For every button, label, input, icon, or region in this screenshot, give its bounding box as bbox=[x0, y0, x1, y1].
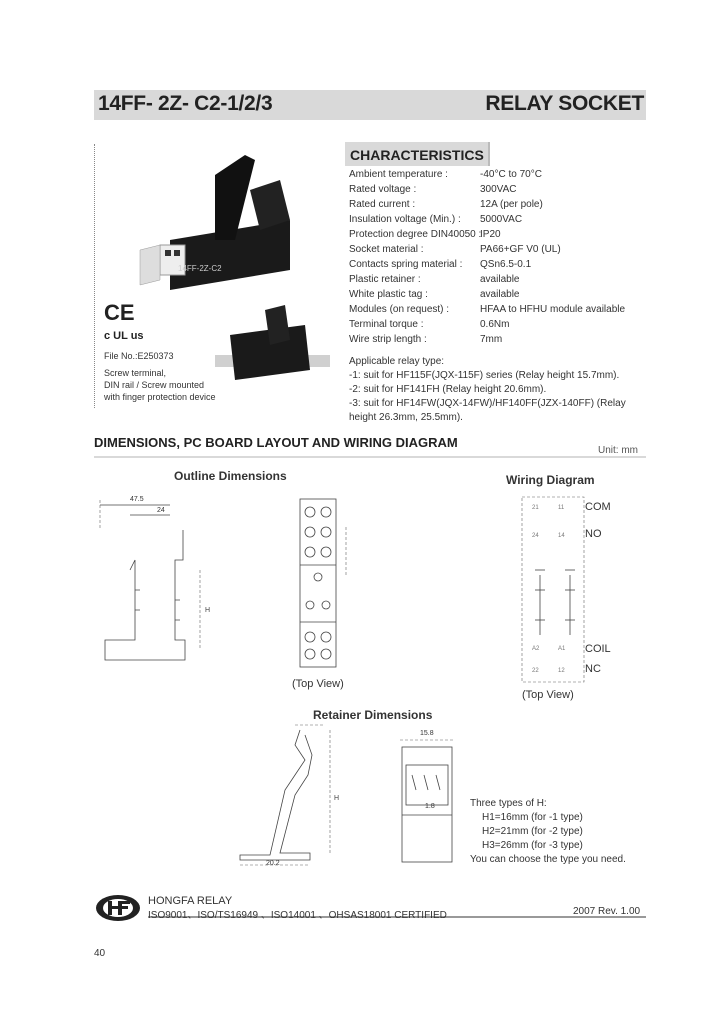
spec-label: Contacts spring material : bbox=[349, 259, 463, 270]
spec-label: Rated current : bbox=[349, 199, 416, 210]
terminal-no: NO bbox=[585, 528, 602, 540]
svg-text:12: 12 bbox=[558, 668, 565, 674]
spec-value: 7mm bbox=[480, 334, 503, 345]
retainer-front-drawing bbox=[398, 735, 458, 865]
retainer-title: Retainer Dimensions bbox=[313, 708, 433, 722]
terminal-com: COM bbox=[585, 501, 611, 513]
wiring-title: Wiring Diagram bbox=[506, 473, 595, 487]
photo-note-1: Screw terminal, bbox=[104, 368, 167, 378]
applicable-line-3: -3: suit for HF14FW(JQX-14FW)/HF140FF(JZX-140FF) (Relay bbox=[349, 398, 626, 409]
applicable-line-2: -2: suit for HF141FH (Relay height 20.6mm). bbox=[349, 384, 547, 395]
spec-label: Ambient temperature : bbox=[349, 169, 448, 180]
spec-value: 5000VAC bbox=[480, 214, 523, 225]
spec-value: HFAA to HFHU module available bbox=[480, 304, 626, 315]
svg-text:21: 21 bbox=[532, 505, 539, 511]
retainer-h-label: H bbox=[334, 795, 340, 802]
ul-mark-icon: c UL us bbox=[104, 330, 144, 342]
type-h1: H1=16mm (for -1 type) bbox=[482, 812, 583, 823]
ce-mark-icon: CE bbox=[104, 300, 135, 325]
brand-name: HONGFA RELAY bbox=[148, 895, 233, 907]
spec-label: Rated voltage : bbox=[349, 184, 417, 195]
spec-value: available bbox=[480, 274, 520, 285]
socket-photo-small bbox=[215, 310, 335, 400]
spec-value: -40°C to 70°C bbox=[480, 169, 542, 180]
outline-side-drawing bbox=[95, 490, 225, 690]
applicable-line-1: -1: suit for HF115F(JQX-115F) series (Relay height 15.7mm). bbox=[349, 370, 620, 381]
type-h2: H2=21mm (for -2 type) bbox=[482, 826, 583, 837]
dim-label-h: H bbox=[205, 607, 211, 614]
dim-1-8: 1.8 bbox=[425, 803, 435, 810]
spec-label: Socket material : bbox=[349, 244, 424, 255]
spec-label: Modules (on request) : bbox=[349, 304, 450, 315]
terminal-coil: COIL bbox=[585, 643, 611, 655]
terminal-nc: NC bbox=[585, 663, 601, 675]
photo-note-3: with finger protection device bbox=[104, 392, 216, 402]
spec-label: Wire strip length : bbox=[349, 334, 427, 345]
type-h3: H3=26mm (for -3 type) bbox=[482, 840, 583, 851]
characteristics-title: CHARACTERISTICS bbox=[350, 147, 484, 163]
dim-24: 24 bbox=[157, 507, 165, 514]
spec-value: 300VAC bbox=[480, 184, 517, 195]
wiring-top-view-label: (Top View) bbox=[522, 689, 574, 701]
wiring-drawing bbox=[520, 495, 590, 690]
outline-top-drawing bbox=[298, 497, 358, 672]
applicable-heading: Applicable relay type: bbox=[349, 356, 445, 367]
spec-label: Plastic retainer : bbox=[349, 274, 421, 285]
spec-label: Insulation voltage (Min.) : bbox=[349, 214, 461, 225]
svg-text:22: 22 bbox=[532, 668, 539, 674]
dim-20: 20.2 bbox=[266, 860, 280, 867]
spec-label: Protection degree DIN40050 : bbox=[349, 229, 482, 240]
dimensions-rule bbox=[94, 456, 646, 458]
spec-value: IP20 bbox=[480, 229, 501, 240]
applicable-line-4: height 26.3mm, 25.5mm). bbox=[349, 412, 463, 423]
page-number: 40 bbox=[94, 948, 106, 959]
unit-label: Unit: mm bbox=[598, 445, 638, 456]
model-title: 14FF- 2Z- C2-1/2/3 bbox=[98, 92, 273, 115]
certifications: ISO9001、ISO/TS16949 、ISO14001 、OHSAS18001 CERTIFIED bbox=[148, 910, 447, 921]
spec-value: available bbox=[480, 289, 520, 300]
dim-15: 15.8 bbox=[420, 730, 434, 737]
spec-value: 12A (per pole) bbox=[480, 199, 543, 210]
dim-47: 47.5 bbox=[130, 496, 144, 503]
outline-top-view-label: (Top View) bbox=[292, 678, 344, 690]
svg-text:A1: A1 bbox=[558, 646, 566, 652]
product-title: RELAY SOCKET bbox=[485, 92, 644, 115]
svg-text:24: 24 bbox=[532, 533, 539, 539]
socket-photo-large bbox=[140, 150, 310, 310]
spec-label: Terminal torque : bbox=[349, 319, 424, 330]
spec-value: QSn6.5-0.1 bbox=[480, 259, 532, 270]
socket-label: 14FF-2Z-C2 bbox=[178, 264, 222, 273]
outline-title: Outline Dimensions bbox=[174, 469, 287, 483]
file-number: File No.:E250373 bbox=[104, 351, 174, 361]
types-title: Three types of H: bbox=[470, 798, 547, 809]
dimensions-title: DIMENSIONS, PC BOARD LAYOUT AND WIRING DIAGRAM bbox=[94, 435, 458, 450]
photo-note-2: DIN rail / Screw mounted bbox=[104, 380, 205, 390]
spec-label: White plastic tag : bbox=[349, 289, 428, 300]
types-note: You can choose the type you need. bbox=[470, 854, 626, 865]
retainer-side-drawing bbox=[230, 725, 350, 870]
svg-text:14: 14 bbox=[558, 533, 565, 539]
hongfa-logo-icon bbox=[94, 893, 142, 923]
spec-value: 0.6Nm bbox=[480, 319, 510, 330]
svg-text:A2: A2 bbox=[532, 646, 540, 652]
spec-value: PA66+GF V0 (UL) bbox=[480, 244, 561, 255]
revision: 2007 Rev. 1.00 bbox=[573, 906, 641, 917]
svg-text:11: 11 bbox=[558, 505, 565, 511]
